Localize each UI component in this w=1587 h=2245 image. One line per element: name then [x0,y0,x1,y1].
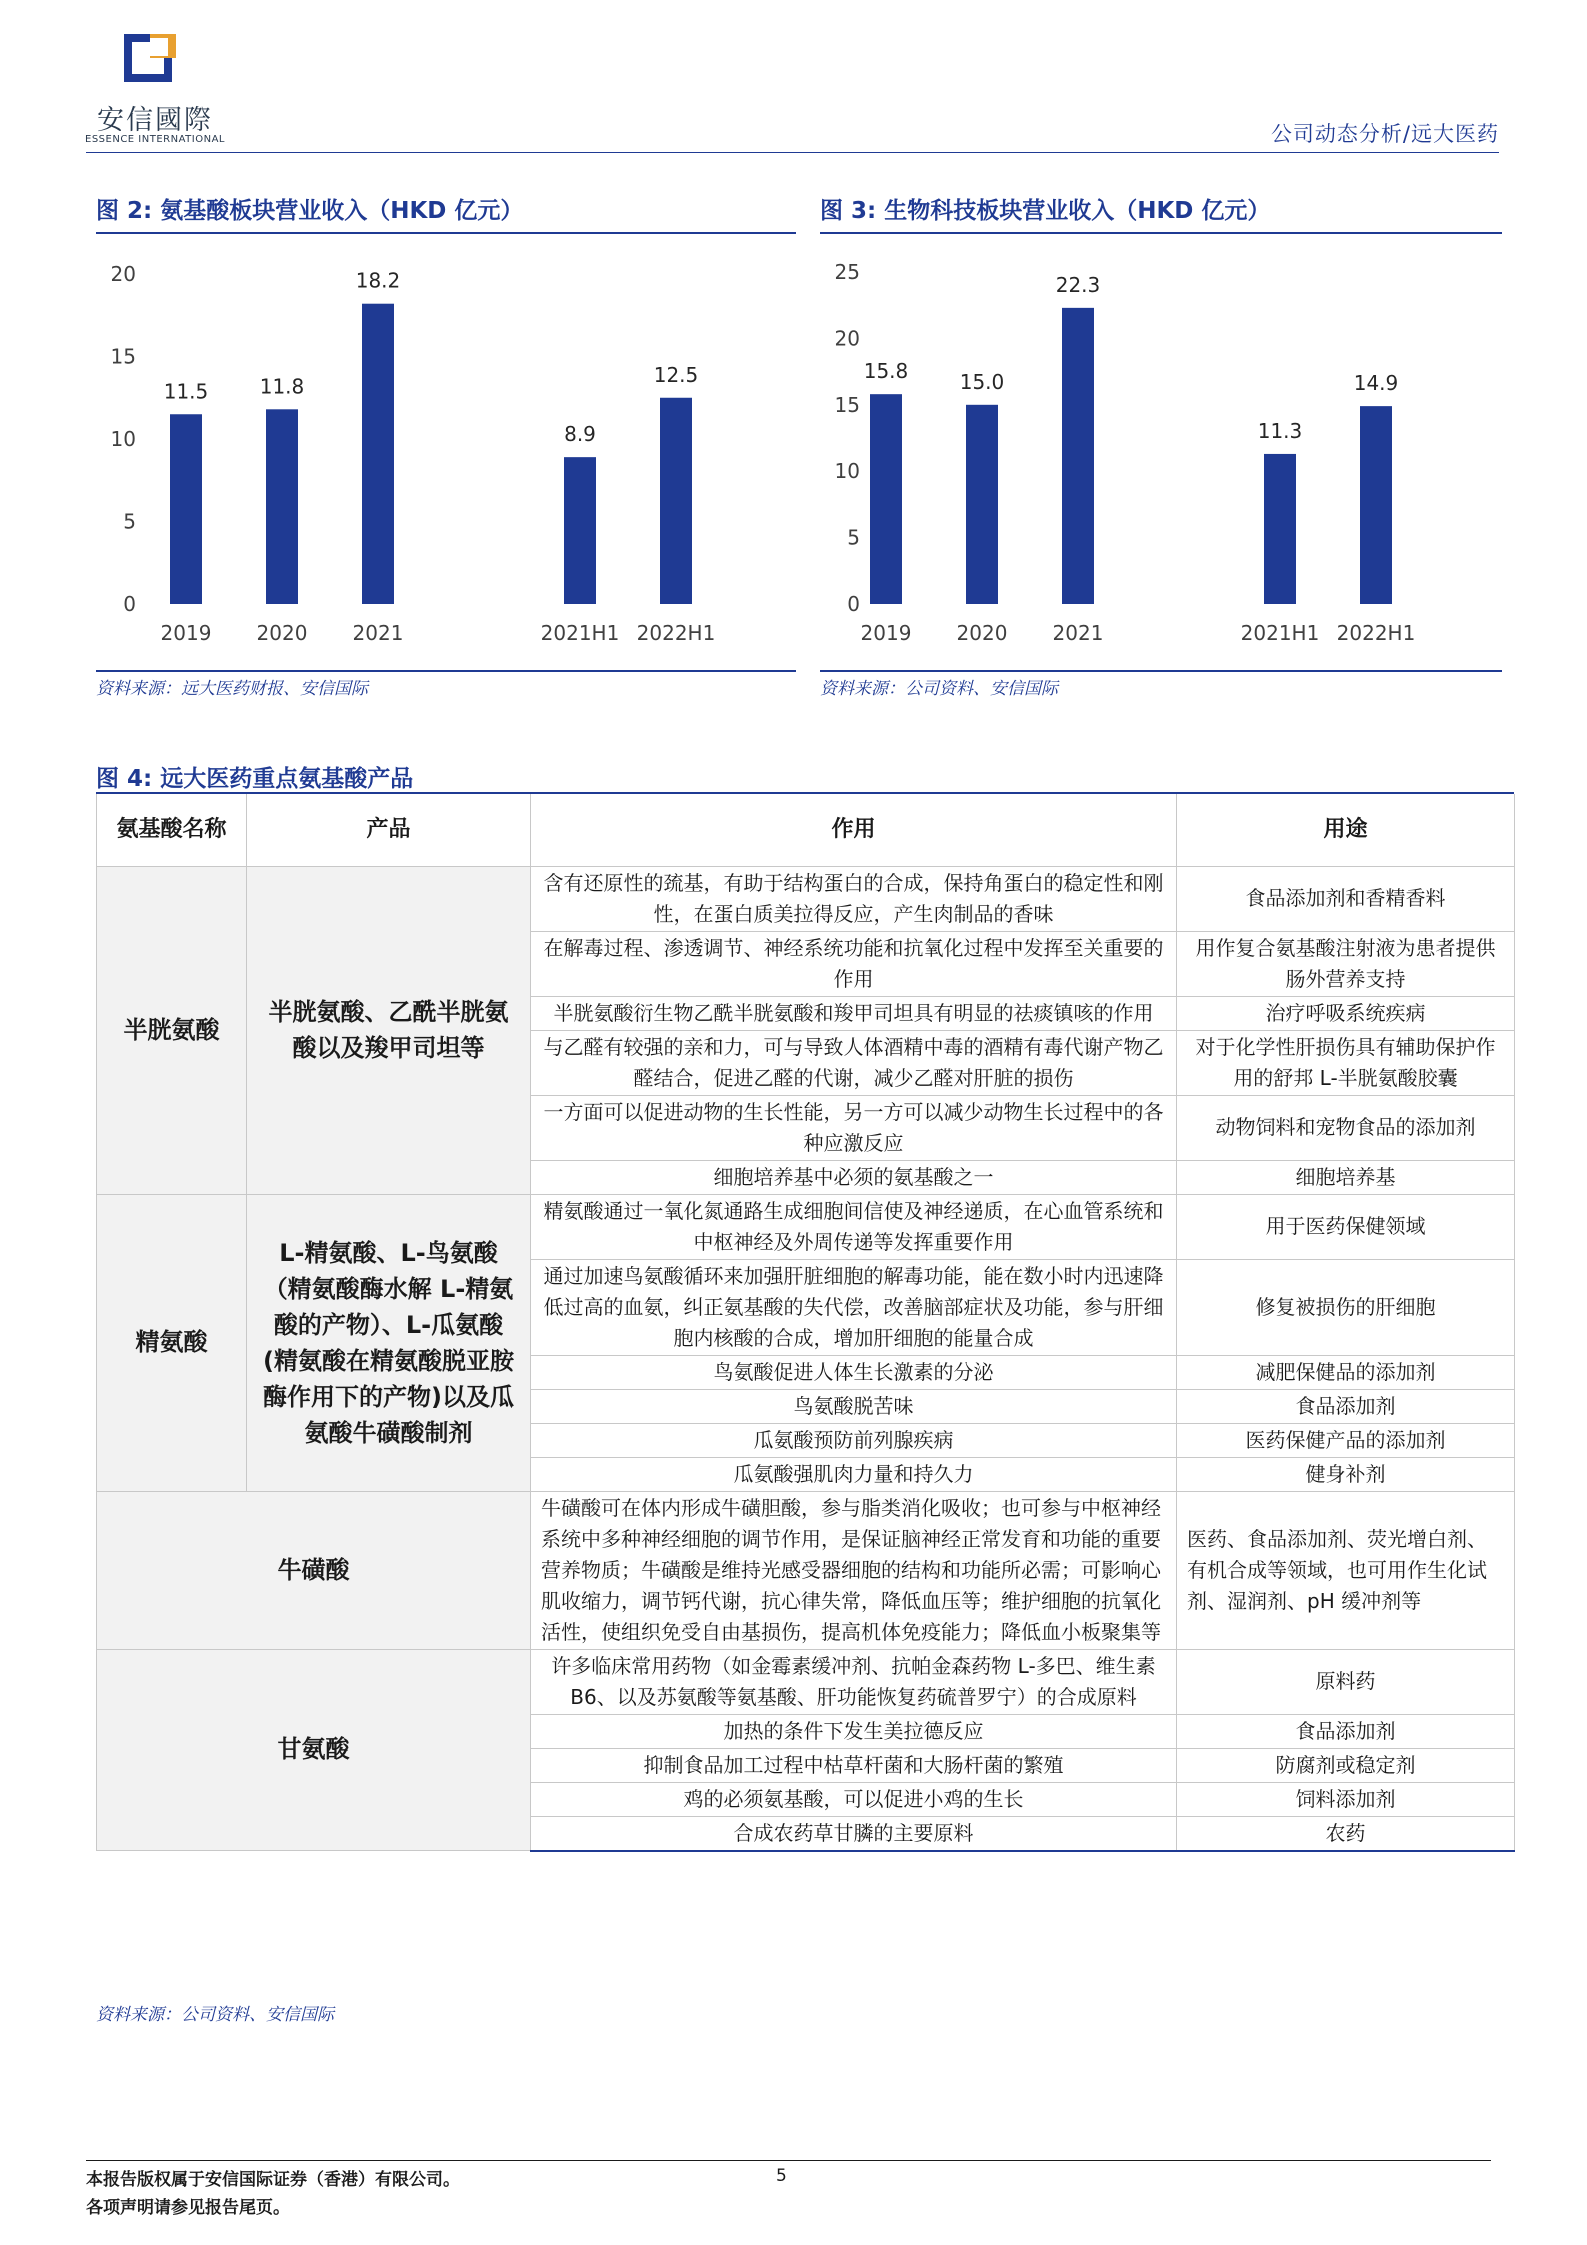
effect-cell: 鸟氨酸促进人体生长激素的分泌 [531,1355,1177,1389]
use-cell: 治疗呼吸系统疾病 [1177,996,1515,1030]
amino-acid-products-table [96,794,1515,1852]
bar-2020 [266,409,298,604]
effect-cell: 一方面可以促进动物的生长性能，另一方可以减少动物生长过程中的各种应激反应 [531,1095,1177,1160]
data-label: 15.0 [959,369,1005,394]
logo-text-cn: 安信國際 [97,105,213,136]
table-row [97,1649,1515,1714]
footer-divider [86,2160,1491,2161]
use-cell: 用于医药保健领域 [1177,1194,1515,1259]
table-source: 资料来源：公司资料、安信国际 [96,2005,334,2025]
data-label: 15.8 [863,359,909,384]
footer-disclaimer [86,2166,460,2222]
y-tick-label: 15 [110,344,136,369]
use-cell: 原料药 [1177,1649,1515,1714]
y-tick-label: 20 [834,326,860,351]
group-product: 半胱氨酸、乙酰半胱氨酸以及羧甲司坦等 [247,866,531,1194]
bar-2020 [966,405,998,604]
y-tick-label: 10 [110,427,136,451]
x-tick-label: 2022H1 [636,621,716,645]
data-label: 12.5 [653,362,699,387]
use-cell: 食品添加剂 [1177,1389,1515,1423]
effect-cell: 鸟氨酸脱苦味 [531,1389,1177,1423]
footer-line-1: 本报告版权属于安信国际证券（香港）有限公司。 [86,2170,460,2190]
group-name: 牛磺酸 [97,1491,531,1649]
page-number: 5 [776,2166,787,2186]
bar-2021H1 [1264,454,1296,604]
y-tick-label: 15 [834,392,860,417]
use-cell: 对于化学性肝损伤具有辅助保护作用的舒邦 L-半胱氨酸胶囊 [1177,1030,1515,1095]
y-tick-label: 20 [110,262,136,286]
group-name: 甘氨酸 [97,1649,531,1851]
effect-cell: 加热的条件下发生美拉德反应 [531,1714,1177,1748]
effect-cell: 牛磺酸可在体内形成牛磺胆酸，参与脂类消化吸收；也可参与中枢神经系统中多种神经细胞的调节作用，是保证脑神经正常发育和功能的重要营养物质；牛磺酸是维持光感受器细胞的结构和功能所必需；可影响心肌收缩力，调节钙代谢，抗心律失常，降低血压等；维护细胞的抗氧化活性，使组织免受自由基损伤，提高机体免疫能力；降低血小板聚集等 [531,1491,1177,1649]
y-tick-label: 5 [847,525,860,550]
bar-2019 [870,394,902,604]
use-cell: 防腐剂或稳定剂 [1177,1748,1515,1782]
table-title: 图 4: 远大医药重点氨基酸产品 [96,766,414,792]
effect-cell: 含有还原性的巯基，有助于结构蛋白的合成，保持角蛋白的稳定性和刚性，在蛋白质美拉得反应，产生肉制品的香味 [531,866,1177,931]
effect-cell: 与乙醛有较强的亲和力，可与导致人体酒精中毒的酒精有毒代谢产物乙醛结合，促进乙醛的代谢，减少乙醛对肝脏的损伤 [531,1030,1177,1095]
header-use: 用途 [1177,794,1515,866]
use-cell: 医药保健产品的添加剂 [1177,1423,1515,1457]
chart-source-2: 资料来源：公司资料、安信国际 [820,679,1058,699]
data-label: 22.3 [1055,272,1101,297]
use-cell: 食品添加剂和香精香料 [1177,866,1515,931]
chart-bottom-divider-1 [96,670,796,672]
chart-title-2: 图 3: 生物科技板块营业收入（HKD 亿元） [820,198,1271,224]
group-name: 半胱氨酸 [97,866,247,1194]
y-tick-label: 0 [847,592,860,616]
x-tick-label: 2020 [956,621,1008,645]
bar-2022H1 [1360,406,1392,604]
data-label: 14.9 [1353,371,1399,396]
use-cell: 细胞培养基 [1177,1160,1515,1194]
x-tick-label: 2019 [860,621,912,645]
chart-title-1: 图 2: 氨基酸板块营业收入（HKD 亿元） [96,198,524,224]
use-cell: 医药、食品添加剂、荧光增白剂、有机合成等领域，也可用作生化试剂、湿润剂、pH 缓冲剂等 [1177,1491,1515,1649]
use-cell: 健身补剂 [1177,1457,1515,1491]
data-label: 11.3 [1257,418,1303,443]
y-tick-label: 10 [834,459,860,484]
x-tick-label: 2022H1 [1336,621,1416,645]
x-tick-label: 2021H1 [1240,621,1320,645]
use-cell: 减肥保健品的添加剂 [1177,1355,1515,1389]
use-cell: 动物饲料和宠物食品的添加剂 [1177,1095,1515,1160]
header-product: 产品 [247,794,531,866]
bar-2021H1 [564,457,596,604]
chart-title-divider-1 [96,232,796,234]
table-row [97,866,1515,931]
bar-2021 [1062,308,1094,604]
use-cell: 饲料添加剂 [1177,1782,1515,1816]
y-tick-label: 0 [123,592,136,616]
effect-cell: 瓜氨酸预防前列腺疾病 [531,1423,1177,1457]
x-tick-label: 2021 [352,621,404,645]
logo-text-en: ESSENCE INTERNATIONAL [85,134,225,145]
effect-cell: 抑制食品加工过程中枯草杆菌和大肠杆菌的繁殖 [531,1748,1177,1782]
chart-biotech-revenue [820,242,1502,662]
bar-2019 [170,414,202,604]
report-type: 公司动态分析/远大医药 [1270,122,1499,146]
effect-cell: 合成农药草甘膦的主要原料 [531,1816,1177,1851]
footer-line-2: 各项声明请参见报告尾页。 [86,2198,290,2218]
header-divider [86,152,1499,153]
chart-source-1: 资料来源：远大医药财报、安信国际 [96,679,368,699]
y-tick-label: 25 [834,260,860,284]
use-cell: 用作复合氨基酸注射液为患者提供肠外营养支持 [1177,931,1515,996]
data-label: 11.8 [259,374,305,399]
chart-bottom-divider-2 [820,670,1502,672]
x-tick-label: 2021H1 [540,621,620,645]
data-label: 18.2 [355,268,401,293]
effect-cell: 瓜氨酸强肌肉力量和持久力 [531,1457,1177,1491]
effect-cell: 细胞培养基中必须的氨基酸之一 [531,1160,1177,1194]
header-effect: 作用 [531,794,1177,866]
effect-cell: 在解毒过程、渗透调节、神经系统功能和抗氧化过程中发挥至关重要的作用 [531,931,1177,996]
y-tick-label: 5 [123,509,136,534]
use-cell: 食品添加剂 [1177,1714,1515,1748]
effect-cell: 许多临床常用药物（如金霉素缓冲剂、抗帕金森药物 L-多巴、维生素 B6、以及苏氨酸等氨基酸、肝功能恢复药硫普罗宁）的合成原料 [531,1649,1177,1714]
effect-cell: 鸡的必须氨基酸，可以促进小鸡的生长 [531,1782,1177,1816]
use-cell: 农药 [1177,1816,1515,1851]
table-row [97,1491,1515,1649]
effect-cell: 精氨酸通过一氧化氮通路生成细胞间信使及神经递质，在心血管系统和中枢神经及外周传递等发挥重要作用 [531,1194,1177,1259]
chart-amino-acid-revenue [96,242,796,662]
company-logo [80,34,230,152]
effect-cell: 通过加速鸟氨酸循环来加强肝脏细胞的解毒功能，能在数小时内迅速降低过高的血氨，纠正氨基酸的失代偿，改善脑部症状及功能，参与肝细胞内核酸的合成，增加肝细胞的能量合成 [531,1259,1177,1355]
group-product: L-精氨酸、L-鸟氨酸（精氨酸酶水解 L-精氨酸的产物）、L-瓜氨酸(精氨酸在精氨酸脱亚胺酶作用下的产物)以及瓜氨酸牛磺酸制剂 [247,1194,531,1491]
chart-title-divider-2 [820,232,1502,234]
data-label: 11.5 [163,379,209,404]
header-name: 氨基酸名称 [97,794,247,866]
bar-2022H1 [660,398,692,604]
effect-cell: 半胱氨酸衍生物乙酰半胱氨酸和羧甲司坦具有明显的祛痰镇咳的作用 [531,996,1177,1030]
table-header-row [97,794,1515,866]
x-tick-label: 2020 [256,621,308,645]
x-tick-label: 2019 [160,621,212,645]
table-row [97,1194,1515,1259]
logo-mark-icon [120,34,176,86]
data-label: 8.9 [564,422,596,447]
x-tick-label: 2021 [1052,621,1104,645]
bar-2021 [362,304,394,604]
use-cell: 修复被损伤的肝细胞 [1177,1259,1515,1355]
group-name: 精氨酸 [97,1194,247,1491]
